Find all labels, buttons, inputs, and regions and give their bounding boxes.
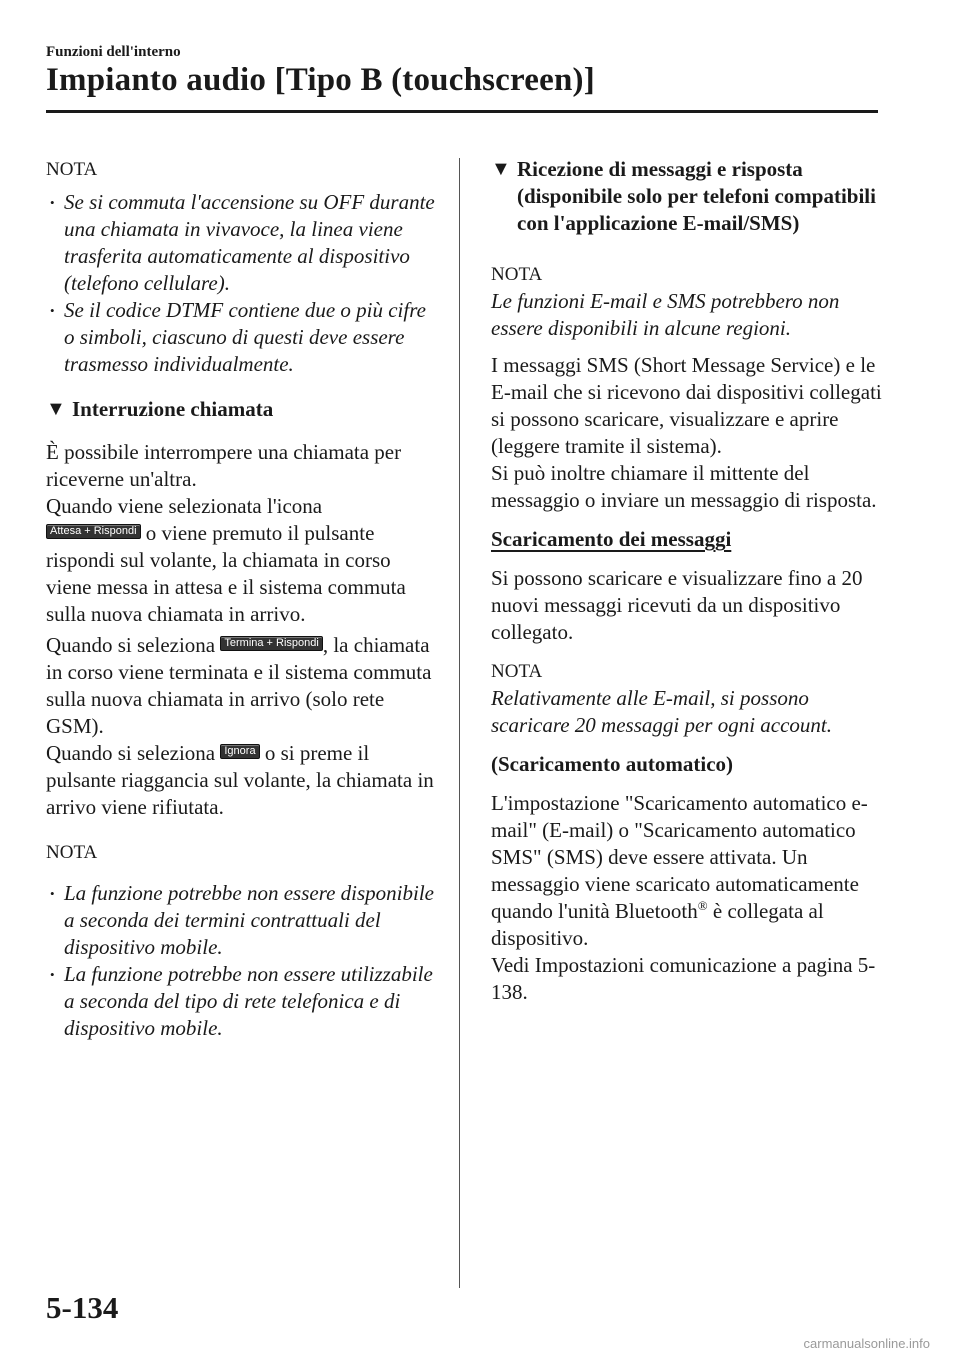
- paragraph: [491, 790, 891, 952]
- paragraph: [46, 632, 438, 740]
- paragraph: Si può inoltre chiamare il mittente del messaggio o inviare un messaggio di risposta.: [491, 461, 877, 512]
- paragraph-text: Quando si seleziona: [46, 633, 216, 657]
- section-label: Funzioni dell'interno: [46, 44, 181, 60]
- heading-text: Interruzione chiamata: [72, 397, 274, 421]
- nota-text: Le funzioni E-mail e SMS potrebbero non essere disponibili in alcune regioni.: [491, 289, 840, 340]
- paragraph: [46, 740, 438, 821]
- section-heading-ricezione: [491, 156, 891, 237]
- paragraph: È possibile interrompere una chiamata per riceverne un'altra.: [46, 440, 402, 491]
- paragraph-text: Quando viene selezionata l'icona: [46, 494, 323, 518]
- subheading-scaricamento: Scaricamento dei messaggi: [491, 527, 732, 551]
- nota-bullet: • Se si commuta l'accensione su OFF durante una chiamata in vivavoce, la linea viene trasferita automaticamente al dispositivo (telefono cellulare).: [46, 189, 438, 297]
- nota-bullet: • La funzione potrebbe non essere utilizzabile a seconda del tipo di rete telefonica e di dispositivo mobile.: [46, 961, 438, 1042]
- left-column: [46, 156, 438, 1042]
- paragraph: I messaggi SMS (Short Message Service) e le E-mail che si ricevono dai dispositivi collegati si possono scaricare, visualizzare e aprire (leggere tramite il sistema).: [491, 353, 882, 458]
- paragraph: [46, 493, 438, 628]
- paragraph-text: è collegata al dispositivo.: [491, 899, 824, 950]
- subheading-auto: (Scaricamento automatico): [491, 752, 734, 776]
- header-divider: [46, 110, 878, 113]
- triangle-marker-icon: ▼: [491, 158, 511, 180]
- nota-label: NOTA: [491, 264, 543, 285]
- heading-text: Ricezione di messaggi e risposta (disponibile solo per telefoni compatibili con l'applicazione E-mail/SMS): [517, 157, 876, 235]
- nota-text: Relativamente alle E-mail, si possono scaricare 20 messaggi per ogni account.: [491, 686, 833, 737]
- paragraph: Vedi Impostazioni comunicazione a pagina 5-138.: [491, 953, 876, 1004]
- paragraph-text: o viene premuto il pulsante rispondi sul volante, la chiamata in corso viene messa in attesa e il sistema commuta sulla nuova chiamata in arrivo.: [46, 521, 406, 626]
- registered-mark: ®: [697, 898, 708, 913]
- right-column: [491, 156, 891, 1006]
- page-title: Impianto audio [Tipo B (touchscreen)]: [46, 62, 595, 98]
- termina-rispondi-button-icon: Termina + Rispondi: [220, 636, 322, 651]
- nota-bullet: • Se il codice DTMF contiene due o più cifre o simboli, ciascuno di questi deve essere trasmesso individualmente.: [46, 297, 438, 378]
- paragraph-text: Quando si seleziona: [46, 741, 216, 765]
- triangle-marker-icon: ▼: [46, 398, 66, 420]
- paragraph: Si possono scaricare e visualizzare fino a 20 nuovi messaggi ricevuti da un dispositivo collegato.: [491, 566, 863, 644]
- ignora-button-icon: Ignora: [220, 744, 259, 759]
- nota-label: NOTA: [491, 661, 543, 682]
- paragraph-text: L'impostazione "Scaricamento automatico e-mail" (E-mail) o "Scaricamento automatico SMS" (SMS) deve essere attivata. Un messaggio viene scaricato automaticamente quando l'unità Bluetooth: [491, 791, 868, 923]
- watermark: carmanualsonline.info: [803, 1336, 930, 1351]
- column-divider: [459, 158, 460, 1288]
- attesa-rispondi-button-icon: Attesa + Rispondi: [46, 524, 141, 539]
- nota-bullet: • La funzione potrebbe non essere disponibile a seconda dei termini contrattuali del dispositivo mobile.: [46, 880, 438, 961]
- paragraph-text: o si preme il pulsante riaggancia sul volante, la chiamata in arrivo viene rifiutata.: [46, 741, 434, 819]
- section-heading-interruzione: [46, 396, 438, 423]
- nota-label: NOTA: [46, 159, 98, 180]
- paragraph-text: , la chiamata in corso viene terminata e il sistema commuta sulla nuova chiamata in arrivo (solo rete GSM).: [46, 633, 432, 738]
- page-number: 5-134: [46, 1290, 119, 1325]
- nota-label: NOTA: [46, 842, 98, 863]
